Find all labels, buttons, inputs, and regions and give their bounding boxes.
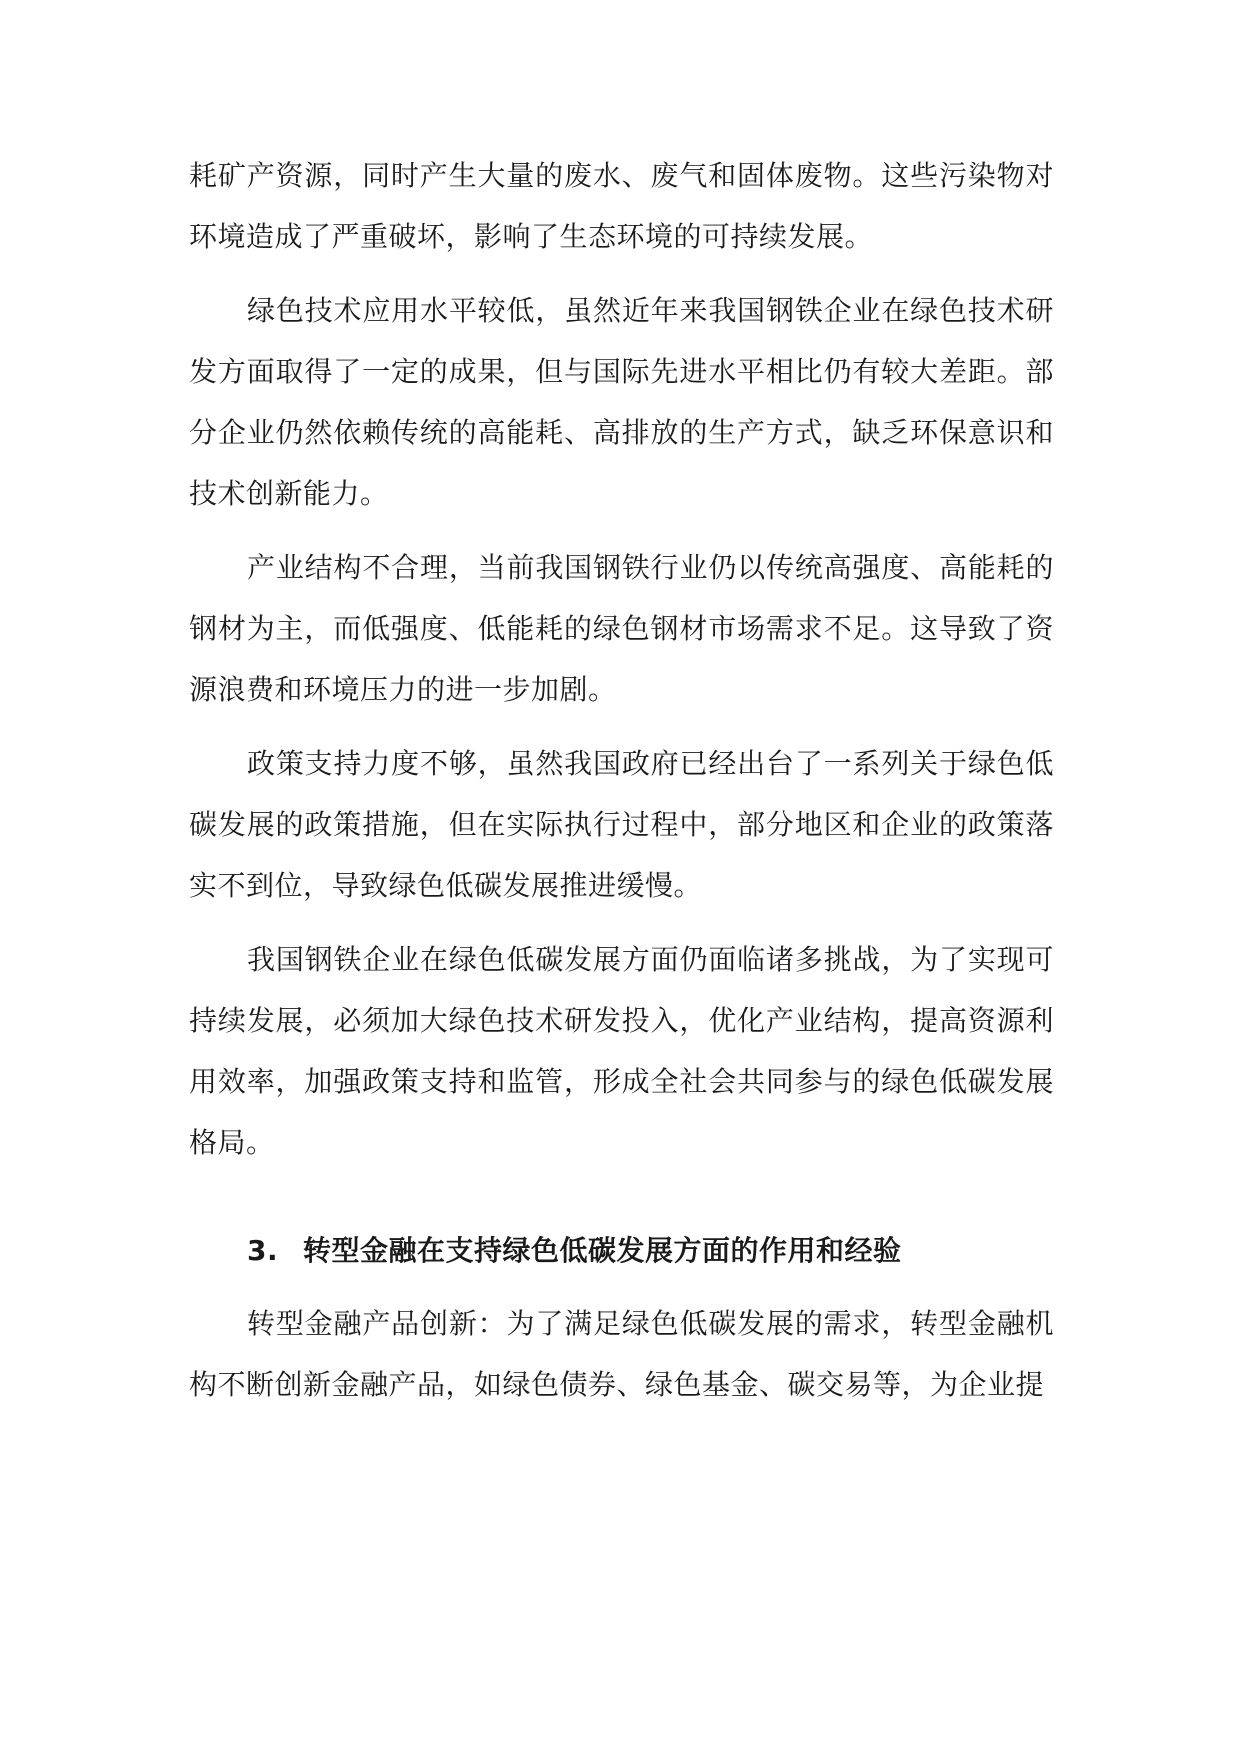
section-number: 3. [247, 1234, 279, 1267]
paragraph-challenges-summary: 我国钢铁企业在绿色低碳发展方面仍面临诸多挑战，为了实现可持续发展，必须加大绿色技术研发投入，优化产业结构，提高资源利用效率，加强政策支持和监管，形成全社会共同参与的绿色低碳发展格局。 [189, 943, 1054, 1159]
paragraph-green-tech: 绿色技术应用水平较低，虽然近年来我国钢铁企业在绿色技术研发方面取得了一定的成果，但与国际先进水平相比仍有较大差距。部分企业仍然依赖传统的高能耗、高排放的生产方式，缺乏环保意识和技术创新能力。 [189, 294, 1054, 510]
section-heading [189, 1223, 1054, 1279]
paragraph-policy-support: 政策支持力度不够，虽然我国政府已经出台了一系列关于绿色低碳发展的政策措施，但在实际执行过程中，部分地区和企业的政策落实不到位，导致绿色低碳发展推进缓慢。 [189, 747, 1054, 902]
paragraph-product-innovation: 转型金融产品创新：为了满足绿色低碳发展的需求，转型金融机构不断创新金融产品，如绿色债券、绿色基金、碳交易等，为企业提 [189, 1307, 1054, 1401]
document-body [189, 145, 1054, 1415]
paragraph-industry-structure: 产业结构不合理，当前我国钢铁行业仍以传统高强度、高能耗的钢材为主，而低强度、低能耗的绿色钢材市场需求不足。这导致了资源浪费和环境压力的进一步加剧。 [189, 551, 1054, 706]
section-title: 转型金融在支持绿色低碳发展方面的作用和经验 [303, 1234, 902, 1267]
paragraph-continuation: 耗矿产资源，同时产生大量的废水、废气和固体废物。这些污染物对环境造成了严重破坏，影响了生态环境的可持续发展。 [189, 159, 1054, 253]
